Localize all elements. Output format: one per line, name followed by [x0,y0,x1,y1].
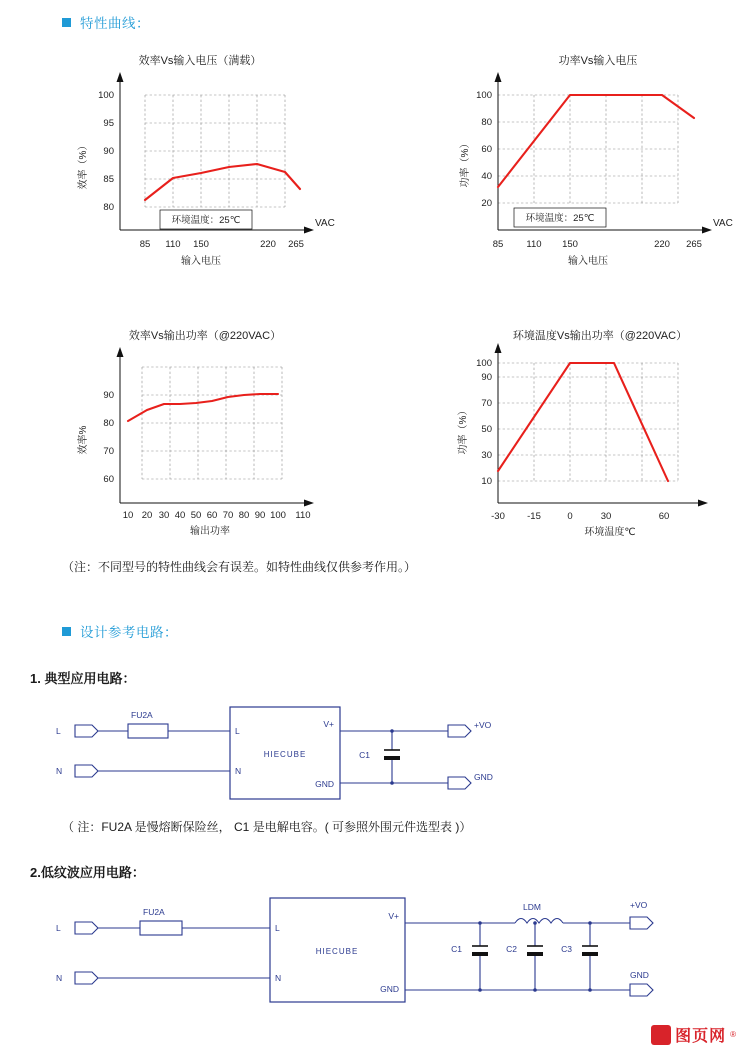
chart2-ytick-4: 100 [476,90,492,101]
chart1-xtick-4: 265 [288,239,304,250]
chart1-xtick-1: 110 [165,239,181,250]
chart3-ytick-0: 60 [103,474,114,485]
terminal-gnd-output [448,777,471,789]
chart1-title: 效率Vs输入电压（满载） [138,55,262,67]
chart2-grid [498,95,678,203]
label-c1-2: C1 [451,944,462,954]
chart4-ytick-5: 100 [476,358,492,369]
chart4-xtick-2: 0 [567,511,573,522]
chart1-ytick-1: 85 [103,174,114,185]
chart1-ytick-4: 100 [98,90,114,101]
label-c1: C1 [359,750,370,760]
circuit-note: （ 注：FU2A 是慢熔断保险丝， C1 是电解电容。( 可参照外围元件选型表 )） [62,820,472,834]
label-mod-n-2: N [275,973,282,983]
label-l-in: L [56,726,61,736]
chart1-ytick-3: 95 [103,118,114,129]
chart2-ytick-0: 20 [481,198,492,209]
chart2-xtick-0: 85 [492,239,504,250]
watermark-registered-mark: ® [730,1030,736,1039]
chart3-xtick-10: 110 [295,510,311,521]
chart2-annotation: 环境温度：25℃ [525,213,595,224]
chart4-ytick-3: 70 [481,398,492,409]
chart1-axes [117,72,315,234]
terminal-l-input-2 [75,922,98,934]
chart-efficiency-vs-input-voltage [60,50,340,270]
chart4-grid [498,363,678,481]
chart2-ytick-3: 80 [481,117,492,128]
label-fuse: FU2A [131,710,153,720]
label-module-2: HIECUBE [315,947,359,956]
chart1-xunit: VAC [315,218,335,229]
section-title-reference-circuit: 设计参考电路： [80,625,178,640]
chart3-xtick-6: 70 [222,510,234,521]
chart2-xtick-2: 150 [562,239,578,250]
label-out-vo-2: +VO [630,900,648,910]
chart3-xtick-8: 90 [254,510,266,521]
section-title-curves: 特性曲线： [80,16,150,31]
chart4-axes [495,343,709,507]
capacitor-c3 [582,921,598,992]
chart1-ytick-0: 80 [103,202,114,213]
watermark-logo-icon [651,1025,671,1045]
label-mod-l: L [235,726,240,736]
chart1-annotation: 环境温度：25℃ [171,215,241,226]
inductor-ldm [515,919,563,924]
chart3-xtick-5: 60 [206,510,218,521]
terminal-vo-output [448,725,471,737]
chart2-axes [495,72,713,234]
terminal-vo-output-2 [630,917,653,929]
chart3-xtick-2: 30 [158,510,170,521]
watermark [651,1023,736,1046]
chart2-xtick-3: 220 [654,239,670,250]
chart4-ylabel: 功率（%） [458,405,469,455]
chart4-xtick-4: 60 [658,511,670,522]
terminal-n-input-2 [75,972,98,984]
chart2-ytick-1: 40 [481,171,492,182]
label-gnd-2: GND [380,984,399,994]
chart2-curve [498,95,694,187]
label-fuse-2: FU2A [143,907,165,917]
chart-ambient-temp-vs-output-power [450,325,740,540]
item-1-title: 1. 典型应用电路： [30,671,136,686]
chart3-ytick-2: 80 [103,418,114,429]
chart3-xtick-7: 80 [238,510,250,521]
label-mod-l-2: L [275,923,280,933]
chart4-ytick-2: 50 [481,424,492,435]
section-header-curves [62,12,150,32]
label-out-gnd-2: GND [630,970,649,980]
label-n-in: N [56,766,63,776]
label-out-vo: +VO [474,720,492,730]
label-gnd: GND [315,779,334,789]
chart2-xtick-4: 265 [686,239,702,250]
chart1-grid [145,95,285,207]
item-2-title: 2.低纹波应用电路： [30,865,145,880]
chart3-xtick-9: 100 [270,510,286,521]
chart4-ytick-1: 30 [481,450,492,461]
capacitor-c2 [527,921,543,992]
chart1-xtick-0: 85 [139,239,151,250]
bullet-icon-2 [62,627,71,636]
chart2-xlabel: 输入电压 [568,256,608,267]
fuse-fu2a [128,724,168,738]
chart3-xtick-0: 10 [122,510,134,521]
terminal-gnd-output-2 [630,984,653,996]
chart4-ytick-0: 10 [481,476,492,487]
fuse-fu2a-2 [140,921,182,935]
section-header-reference-circuit [62,621,178,641]
chart-power-vs-input-voltage [458,50,738,270]
chart-efficiency-vs-output-power [60,325,340,540]
chart3-ytick-1: 70 [103,446,114,457]
chart1-curve [145,164,300,200]
chart3-curve [128,394,278,421]
chart3-ytick-3: 90 [103,390,114,401]
chart4-xtick-0: -30 [491,511,505,522]
label-c2: C2 [506,944,517,954]
chart1-xtick-2: 150 [193,239,209,250]
label-c3: C3 [561,944,572,954]
chart4-xlabel: 环境温度℃ [584,527,636,538]
chart3-xtick-1: 20 [141,510,153,521]
bullet-icon [62,18,71,27]
watermark-text: 图页网 [675,1028,727,1045]
chart2-title: 功率Vs输入电压 [558,55,638,67]
chart2-xunit: VAC [713,218,733,229]
circuit-typical-application [30,695,530,815]
terminal-n-input [75,765,98,777]
chart1-xtick-3: 220 [260,239,276,250]
terminal-l-input [75,725,98,737]
chart1-ytick-2: 90 [103,146,114,157]
capacitor-c1 [472,921,488,992]
label-out-gnd: GND [474,772,493,782]
chart1-xlabel: 输入电压 [181,256,221,267]
chart4-title: 环境温度Vs输出功率（@220VAC） [512,330,688,342]
chart3-xtick-4: 50 [190,510,202,521]
label-mod-n: N [235,766,242,776]
circuit-low-ripple-application [30,890,710,1020]
chart1-ylabel: 效率（%） [78,140,89,190]
chart2-xtick-1: 110 [526,239,542,250]
chart3-title: 效率Vs输出功率（@220VAC） [128,330,282,342]
label-module: HIECUBE [263,750,307,759]
chart3-ylabel: 效率% [78,425,89,455]
chart3-xtick-3: 40 [174,510,186,521]
chart2-ylabel: 功率（%） [460,138,471,188]
chart2-ytick-2: 60 [481,144,492,155]
label-v-plus-2: V+ [388,911,399,921]
curve-note: （注：不同型号的特性曲线会有误差。如特性曲线仅供参考作用。） [62,560,417,574]
chart4-ytick-4: 90 [481,372,492,383]
chart3-grid [142,367,282,479]
chart3-xlabel: 输出功率 [190,526,230,537]
chart4-xtick-1: -15 [527,511,541,522]
label-ldm: LDM [523,902,541,912]
chart3-axes [117,347,315,507]
chart4-xtick-3: 30 [600,511,612,522]
label-n-in-2: N [56,973,63,983]
label-l-in-2: L [56,923,61,933]
label-v-plus: V+ [323,719,334,729]
chart4-curve [498,363,668,481]
